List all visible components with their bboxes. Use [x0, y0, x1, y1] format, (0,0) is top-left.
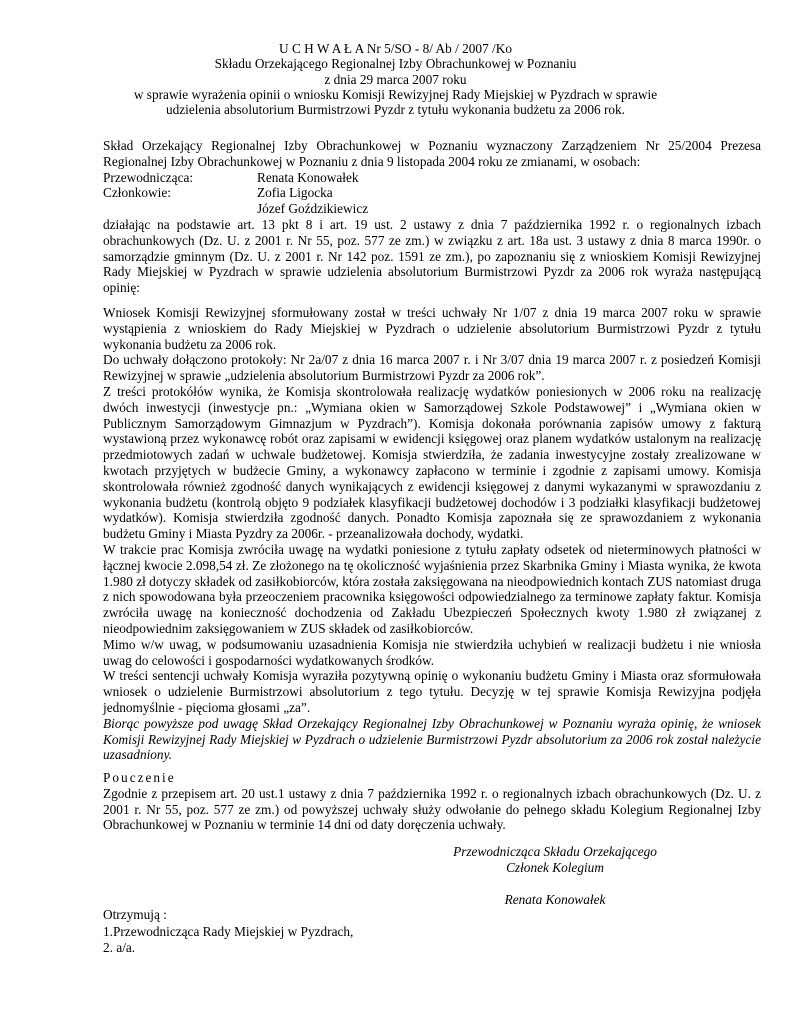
resolution-number: U C H W A Ł A Nr 5/SO - 8/ Ab / 2007 /Ko [279, 41, 512, 56]
resolution-date: z dnia 29 marca 2007 roku [324, 71, 467, 87]
chair-name: Renata Konowałek [257, 169, 359, 185]
chair-row [103, 170, 761, 186]
issuing-body: Składu Orzekającego Regionalnej Izby Obrachunkowej w Poznaniu [214, 56, 577, 72]
body-paragraph-1: Wniosek Komisji Rewizyjnej sformułowany został w treści uchwały Nr 1/07 z dnia 19 marca 2007 roku w sprawie wystąpienia z wnioskiem do Rady Miejskiej w Pyzdrach o udzielenie absolutorium Burmistrzowi Pyzdr z tytułu wykonania budżetu za 2006 rok. [103, 305, 761, 352]
resolution-subject-line-2: udzielenia absolutorium Burmistrzowi Pyzdr z tytułu wykonania budżetu za 2006 rok. [165, 102, 625, 118]
conclusion-paragraph: Biorąc powyższe pod uwagę Skład Orzekający Regionalnej Izby Obrachunkowej w Poznaniu wyraża opinię, że wniosek Komisji Rewizyjnej Rady Miejskiej w Pyzdrach o udzielenie Burmistrzowi Pyzdr absolutorium za 2006 rok został należycie uzasadniony. [103, 715, 761, 763]
signature-subtitle: Członek Kolegium [506, 860, 604, 875]
members-row [103, 185, 761, 201]
recipient-item-2: 2. a/a. [103, 940, 136, 955]
body-paragraph-5: Mimo w/w uwag, w podsumowaniu uzasadnienia Komisja nie stwierdziła uchybień w realizacji budżetu i nie wniosła uwag do celowości i gospodarności wydatkowanych środków. [103, 636, 761, 668]
signature-block [440, 844, 670, 908]
recipient-item-1: 1.Przewodnicząca Rady Miejskiej w Pyzdrach, [103, 923, 354, 939]
legal-basis-paragraph: działając na podstawie art. 13 pkt 8 i art. 19 ust. 2 ustawy z dnia 7 października 1992 r. o regionalnych izbach obrachunkowych (Dz. U. z 2001 r. Nr 55, poz. 577 ze zm.) w związku z art. 18a ust. 3 ustawy z dnia 8 marca 1990r. o samorządzie gminnym (Dz. U. z 2001 r. Nr 142 poz. 1591 ze zm.), po zapoznaniu się z wnioskiem Komisji Rewizyjnej Rady Miejskiej w Pyzdrach w sprawie udzielenia absolutorium Burmistrzowi Pyzdr za 2006 rok wyraża następującą opinię: [103, 216, 761, 296]
recipients-section [103, 907, 353, 957]
instruction-text: Zgodnie z przepisem art. 20 ust.1 ustawy z dnia 7 października 1992 r. o regionalnych izbach obrachunkowych (Dz. U. z 2001 r. Nr 55, poz. 577 ze zm.) od powyższej uchwały służy odwołanie do pełnego składu Kolegium Regionalnej Izby Obrachunkowej w Poznaniu w terminie 14 dni od daty doręczenia uchwały. [103, 785, 761, 833]
member-name-2: Józef Goździkiewicz [257, 201, 369, 217]
resolution-subject-line-1: w sprawie wyrażenia opinii o wniosku Komisji Rewizyjnej Rady Miejskiej w Pyzdrach w sprawie [133, 86, 658, 102]
signature-name: Renata Konowałek [504, 892, 606, 907]
opinion-body [103, 305, 761, 763]
intro-paragraph: Skład Orzekający Regionalnej Izby Obrachunkowej w Poznaniu wyznaczony Zarządzeniem Nr 25/2004 Prezesa Regionalnej Izby Obrachunkowej w Poznaniu z dnia 9 listopada 2004 roku ze zmianami, w osobach: [103, 138, 761, 169]
recipients-heading: Otrzymują : [103, 907, 167, 922]
intro-section [103, 138, 761, 296]
members-role: Członkowie: [103, 185, 171, 201]
body-paragraph-4: W trakcie prac Komisja zwróciła uwagę na wydatki poniesione z tytułu zapłaty odsetek od nieterminowych płatności w łącznej kwocie 2.098,54 zł. Ze złożonego na tę okoliczność wyjaśnienia przez Skarbnika Gminy i Miasta wynika, że kwota 1.980 zł dotyczy składek od zasiłkobiorców, która została zaksięgowana na nieodpowiednich kontach ZUS natomiast druga z nich spowodowana była przeoczeniem pracownika księgowości odpowiedzialnego za terminowe zapłaty faktur. Komisja zwróciła uwagę na konieczność dochodzenia od Zakładu Ubezpieczeń Społecznych kwoty 1.980 zł związanej z nieodpowiednim zaksięgowaniem w ZUS składek od zasiłkobiorców. [103, 541, 761, 636]
resolution-header [0, 41, 791, 117]
member-name-1: Zofia Ligocka [257, 185, 333, 201]
body-paragraph-6: W treści sentencji uchwały Komisja wyraziła pozytywną opinię o wykonaniu budżetu Gminy i Miasta oraz sformułowała wniosek o udzielenie Burmistrzowi absolutorium z tego tytułu. Decyzję w tej sprawie Komisja Rewizyjna podjęła jednomyślnie - pięcioma głosami „za”. [103, 668, 761, 715]
body-paragraph-2: Do uchwały dołączono protokoły: Nr 2a/07 z dnia 16 marca 2007 r. i Nr 3/07 dnia 19 marca 2007 r. z posiedzeń Komisji Rewizyjnej w sprawie „udzielenia absolutorium Burmistrzowi Pyzdr za 2006 rok”. [103, 352, 761, 384]
signature-title: Przewodnicząca Składu Orzekającego [453, 844, 657, 859]
members-row-2 [103, 201, 761, 217]
chair-role: Przewodnicząca: [103, 169, 194, 185]
body-paragraph-3: Z treści protokółów wynika, że Komisja skontrolowała realizację wydatków poniesionych w 2006 roku na realizację dwóch inwestycji (inwestycje pn.: „Wymiana okien w Samorządowej Szkole Podstawowej” i „Wymiana okien w Publicznym Samorządowym Gimnazjum w Pyzdrach”). Komisja dokonała porównania zapisów umowy z fakturą wystawioną przez wykonawcę robót oraz zapisami w ewidencji księgowej oraz planem wydatków ustalonym na realizację przedmiotowych zadań w uchwale budżetowej. Komisja stwierdziła, że zadania inwestycyjne zostały zrealizowane w kwotach przyjętych w budżecie Gminy, a wykonawcy zapłacono w terminie i zgodnie z zapisami umowy. Komisja skontrolowała również zgodność danych wynikających z ewidencji księgowej z danymi wykazanymi w sprawozdaniu z wykonania budżetu (kontrolą objęto 9 podziałek klasyfikacji budżetowej dochodów i 3 podziałki klasyfikacji budżetowej wydatków). Komisja stwierdziła zgodność danych. Ponadto Komisja zapoznała się ze sprawozdaniem z wykonania budżetu Gminy i Miasta Pyzdry za 2006r. - przeanalizowała dochody, wydatki. [103, 383, 761, 542]
instruction-section [103, 770, 761, 833]
instruction-heading: Pouczenie [103, 770, 176, 785]
